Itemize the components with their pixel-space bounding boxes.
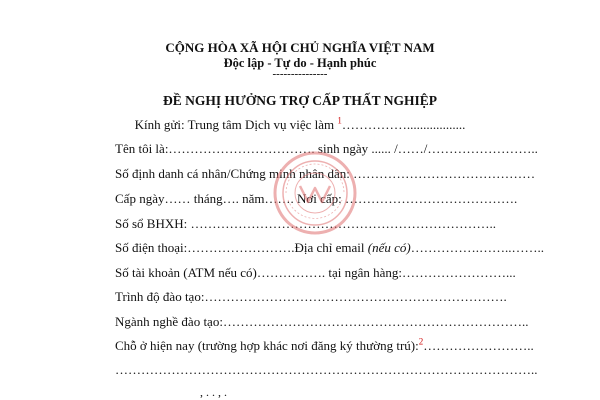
footnote-marker: 2 — [418, 336, 424, 347]
field-current-address — [115, 338, 534, 354]
document-title: ĐỀ NGHỊ HƯỞNG TRỢ CẤP THẤT NGHIỆP — [162, 93, 438, 108]
field-label: Số tài khoản (ATM nếu có)……………. tại ngân hàng:……………………... — [115, 265, 516, 280]
field-note: (nếu có) — [367, 240, 411, 255]
national-motto: Độc lập - Tự do - Hạnh phúc — [223, 56, 377, 70]
field-label: Số điện thoại:…………………….Địa chỉ email — [115, 240, 368, 255]
field-label: Số định danh cá nhân/Chứng minh nhân dân: …………………………………… — [115, 166, 536, 181]
recipient-text: Kính gửi: Trung tâm Dịch vụ việc làm — [134, 117, 338, 132]
field-bank-account — [115, 265, 516, 281]
field-training-major — [115, 314, 528, 330]
field-id-number — [115, 166, 535, 182]
recipient-dots: …………….................. — [341, 117, 466, 132]
field-full-name — [115, 141, 538, 157]
country-name: CỘNG HÒA XÃ HỘI CHỦ NGHĨA VIỆT NAM — [165, 40, 435, 55]
field-dots: …………….……..…….. — [410, 240, 544, 255]
field-label: Số sổ BHXH: …………………………………………………………….. — [115, 216, 496, 231]
header-separator: --------------- — [272, 68, 328, 80]
field-address-continuation — [115, 362, 538, 378]
partial-cut-line: , . . , . — [200, 385, 227, 399]
footnote-marker: 1 — [337, 115, 342, 126]
field-label: Ngành nghề đào tạo:…………………………………………………………….. — [115, 314, 529, 329]
field-issue-date-place — [115, 191, 517, 207]
field-dots: …………………….. — [423, 338, 534, 353]
field-education-level — [115, 289, 507, 305]
field-phone-email — [115, 240, 544, 256]
field-label: Tên tôi là:……………………………. sinh ngày ...... /……/…………………….. — [115, 141, 538, 156]
field-label: Chỗ ở hiện nay (trường hợp khác nơi đăng ký thường trú): — [115, 338, 419, 353]
field-label: Cấp ngày…… tháng…. năm……. Nơi cấp: …………………………………. — [115, 191, 518, 206]
field-social-insurance-number — [115, 216, 496, 232]
field-label: Trình độ đào tạo:……………………………………………………………. — [115, 289, 507, 304]
recipient-line — [0, 117, 600, 133]
field-label: …………………………………………………………………………………….. — [115, 362, 538, 377]
